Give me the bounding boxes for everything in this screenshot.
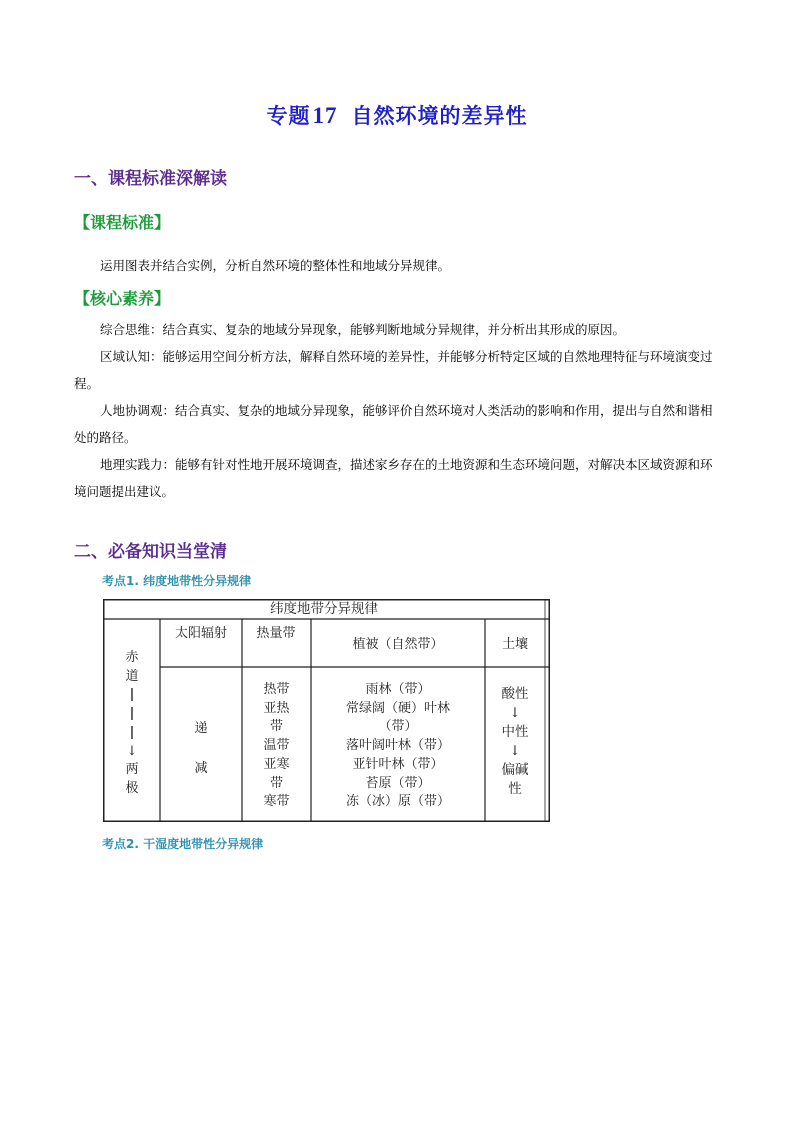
title-subject: 自然环境的差异性 bbox=[351, 104, 528, 128]
direction-char: | bbox=[129, 687, 135, 703]
vegetation-line: 落叶阔叶林（带） bbox=[345, 738, 450, 754]
direction-char: 道 bbox=[125, 668, 139, 684]
table-caption: 纬度地带分异规律 bbox=[270, 601, 378, 617]
soil-list bbox=[485, 685, 545, 799]
vegetation-line: 苔原（带） bbox=[365, 775, 431, 791]
course-standard-text: 运用图表并结合实例，分析自然环境的整体性和地域分异规律。 bbox=[100, 258, 451, 273]
heat-zone-line: 带 bbox=[269, 719, 283, 735]
direction-char: | bbox=[129, 706, 135, 722]
soil-line: 中性 bbox=[501, 724, 529, 740]
title-prefix: 专题 bbox=[266, 104, 311, 128]
heat-zone-line: 带 bbox=[269, 775, 283, 791]
soil-line: ↓ bbox=[509, 743, 521, 759]
literacy-paragraph: 区域认知：能够运用空间分析方法，解释自然环境的差异性，并能够分析特定区域的自然地理特征与环境演变过程。 bbox=[74, 349, 713, 391]
header-vegetation: 植被（自然带） bbox=[352, 637, 444, 652]
vegetation-line: 亚针叶林（带） bbox=[352, 756, 444, 772]
header-soil: 土壤 bbox=[501, 637, 528, 652]
radiation-char: 递 bbox=[194, 721, 208, 736]
radiation-decrease bbox=[160, 719, 242, 778]
direction-char: | bbox=[129, 724, 135, 740]
direction-char: 两 bbox=[125, 762, 139, 778]
section1-heading: 一、课程标准深解读 bbox=[74, 169, 227, 189]
vegetation-list bbox=[311, 681, 485, 812]
direction-char: 极 bbox=[125, 780, 139, 796]
radiation-char: 减 bbox=[194, 761, 208, 776]
heat-zone-line: 热带 bbox=[263, 682, 290, 697]
vegetation-line: 常绿阔（硬）叶林 bbox=[345, 700, 450, 716]
soil-line: ↓ bbox=[509, 705, 521, 721]
soil-line: 偏碱 bbox=[501, 762, 529, 778]
core-literacy-label: 【核心素养】 bbox=[74, 289, 171, 308]
literacy-paragraph: 地理实践力：能够有针对性地开展环境调查，描述家乡存在的土地资源和生态环境问题，对解决本区域资源和环境问题提出建议。 bbox=[74, 457, 713, 499]
direction-column bbox=[117, 649, 147, 799]
direction-char: 赤 bbox=[125, 650, 139, 665]
soil-line: 酸性 bbox=[501, 686, 529, 702]
vegetation-line: （带） bbox=[378, 719, 418, 735]
heat-zone-line: 亚寒 bbox=[263, 756, 290, 772]
literacy-paragraph: 综合思维：结合真实、复杂的地域分异现象，能够判断地域分异规律，并分析出其形成的原因。 bbox=[100, 322, 626, 337]
title-number: 17 bbox=[312, 103, 338, 128]
heat-zone-line: 寒带 bbox=[263, 794, 290, 810]
course-standard-label: 【课程标准】 bbox=[74, 213, 171, 232]
key-point-1: 考点1. 纬度地带性分异规律 bbox=[102, 574, 252, 588]
heat-zone-line: 温带 bbox=[263, 738, 290, 754]
heat-zone-line: 亚热 bbox=[263, 700, 290, 716]
page-title bbox=[0, 100, 794, 130]
key-point-2: 考点2. 干湿度地带性分异规律 bbox=[102, 837, 264, 851]
header-radiation: 太阳辐射 bbox=[174, 626, 227, 641]
heat-zone-list bbox=[242, 681, 311, 812]
soil-line: 性 bbox=[508, 781, 522, 797]
direction-char: ↓ bbox=[126, 743, 138, 759]
vegetation-line: 雨林（带） bbox=[365, 682, 431, 697]
vegetation-line: 冻（冰）原（带） bbox=[345, 794, 450, 810]
latitude-zonation-table bbox=[103, 599, 550, 822]
header-heat-zone: 热量带 bbox=[256, 626, 296, 641]
section2-heading: 二、必备知识当堂清 bbox=[74, 542, 227, 562]
literacy-paragraph: 人地协调观：结合真实、复杂的地域分异现象，能够评价自然环境对人类活动的影响和作用，提出与自然和谐相处的路径。 bbox=[74, 403, 713, 445]
